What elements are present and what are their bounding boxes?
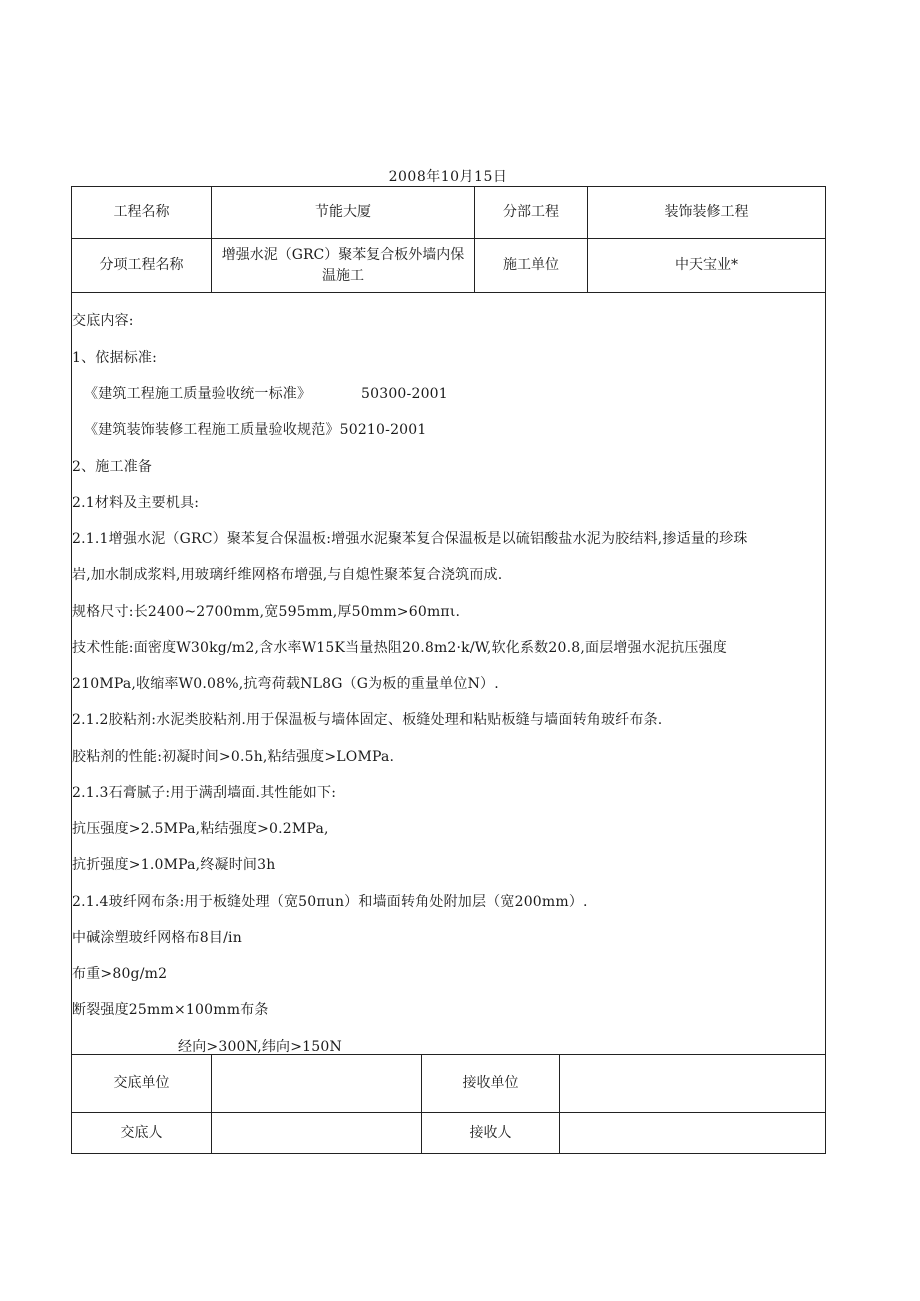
handover-person-value[interactable] bbox=[212, 1113, 421, 1153]
content-line: 2.1材料及主要机具: bbox=[72, 495, 200, 511]
content-line: 技术性能:面密度W30kg/m2,含水率W15K当量热阻20.8m2·k/W,软化系数20.8,面层增强水泥抗压强度 bbox=[72, 640, 727, 656]
project-name-label: 工程名称 bbox=[113, 204, 170, 220]
content-line: 岩,加水制成浆料,用玻璃纤维网格布增强,与自熄性聚苯复合浇筑而成. bbox=[72, 567, 503, 583]
contractor-label: 施工单位 bbox=[503, 257, 559, 273]
content-line: 规格尺寸:长2400~2700mm,宽595mm,厚50mm>60mπι. bbox=[72, 604, 461, 620]
division-label: 分部工程 bbox=[503, 204, 559, 220]
content-line: 交底内容: bbox=[72, 313, 134, 329]
content-line: 抗折强度>1.0MPa,终凝时间3h bbox=[72, 857, 276, 873]
row-divider bbox=[71, 292, 826, 293]
contractor-value: 中天宝业* bbox=[675, 257, 738, 273]
content-line: 2.1.3石膏腻子:用于满刮墙面.其性能如下: bbox=[72, 785, 337, 801]
content-line: 经向>300N,纬向>150N bbox=[178, 1039, 342, 1055]
receiver-person-label: 接收人 bbox=[469, 1124, 512, 1141]
division-value: 装饰装修工程 bbox=[664, 204, 749, 220]
content-line: 210MPa,收缩率W0.08%,抗弯荷载NL8G（G为板的重量单位N）. bbox=[72, 676, 499, 692]
content-line: 《建筑装饰装修工程施工质量验收规范》50210-2001 bbox=[84, 422, 427, 438]
content-line: 2.1.4玻纤网布条:用于板缝处理（宽50πun）和墙面转角处附加层（宽200mm）. bbox=[72, 894, 588, 910]
content-line: 布重>80g/m2 bbox=[72, 966, 168, 982]
receiver-unit-label: 接收单位 bbox=[462, 1075, 519, 1091]
project-name-value: 节能大厦 bbox=[315, 204, 371, 220]
content-line: 中碱涂塑玻纤网格布8目/in bbox=[72, 930, 242, 946]
content-line: 胶粘剂的性能:初凝时间>0.5h,粘结强度>LOMPa. bbox=[72, 749, 395, 765]
content-line: 2.1.2胶粘剂:水泥类胶粘剂.用于保温板与墙体固定、板缝处理和粘贴板缝与墙面转角玻纤布条. bbox=[72, 712, 663, 728]
receiver-person-value[interactable] bbox=[560, 1113, 825, 1153]
content-line: 1、依据标准: bbox=[72, 350, 158, 366]
handover-unit-value[interactable] bbox=[212, 1055, 421, 1112]
receiver-unit-value[interactable] bbox=[560, 1055, 825, 1112]
content-line: 2.1.1增强水泥（GRC）聚苯复合保温板:增强水泥聚苯复合保温板是以硫铝酸盐水泥为胶结料,掺适量的珍珠 bbox=[72, 531, 748, 547]
content-line: 抗压强度>2.5MPa,粘结强度>0.2MPa, bbox=[72, 821, 329, 837]
subitem-label: 分项工程名称 bbox=[99, 257, 184, 273]
subitem-value: 增强水泥（GRC）聚苯复合板外墙内保温施工 bbox=[221, 246, 465, 284]
document-date: 2008年10月15日 bbox=[388, 169, 508, 185]
content-line: 2、施工准备 bbox=[72, 459, 153, 475]
content-line: 《建筑工程施工质量验收统一标准》 50300-2001 bbox=[84, 386, 448, 402]
handover-unit-label: 交底单位 bbox=[113, 1075, 170, 1091]
content-line: 断裂强度25mm×100mm布条 bbox=[72, 1002, 269, 1018]
handover-person-label: 交底人 bbox=[120, 1124, 163, 1141]
